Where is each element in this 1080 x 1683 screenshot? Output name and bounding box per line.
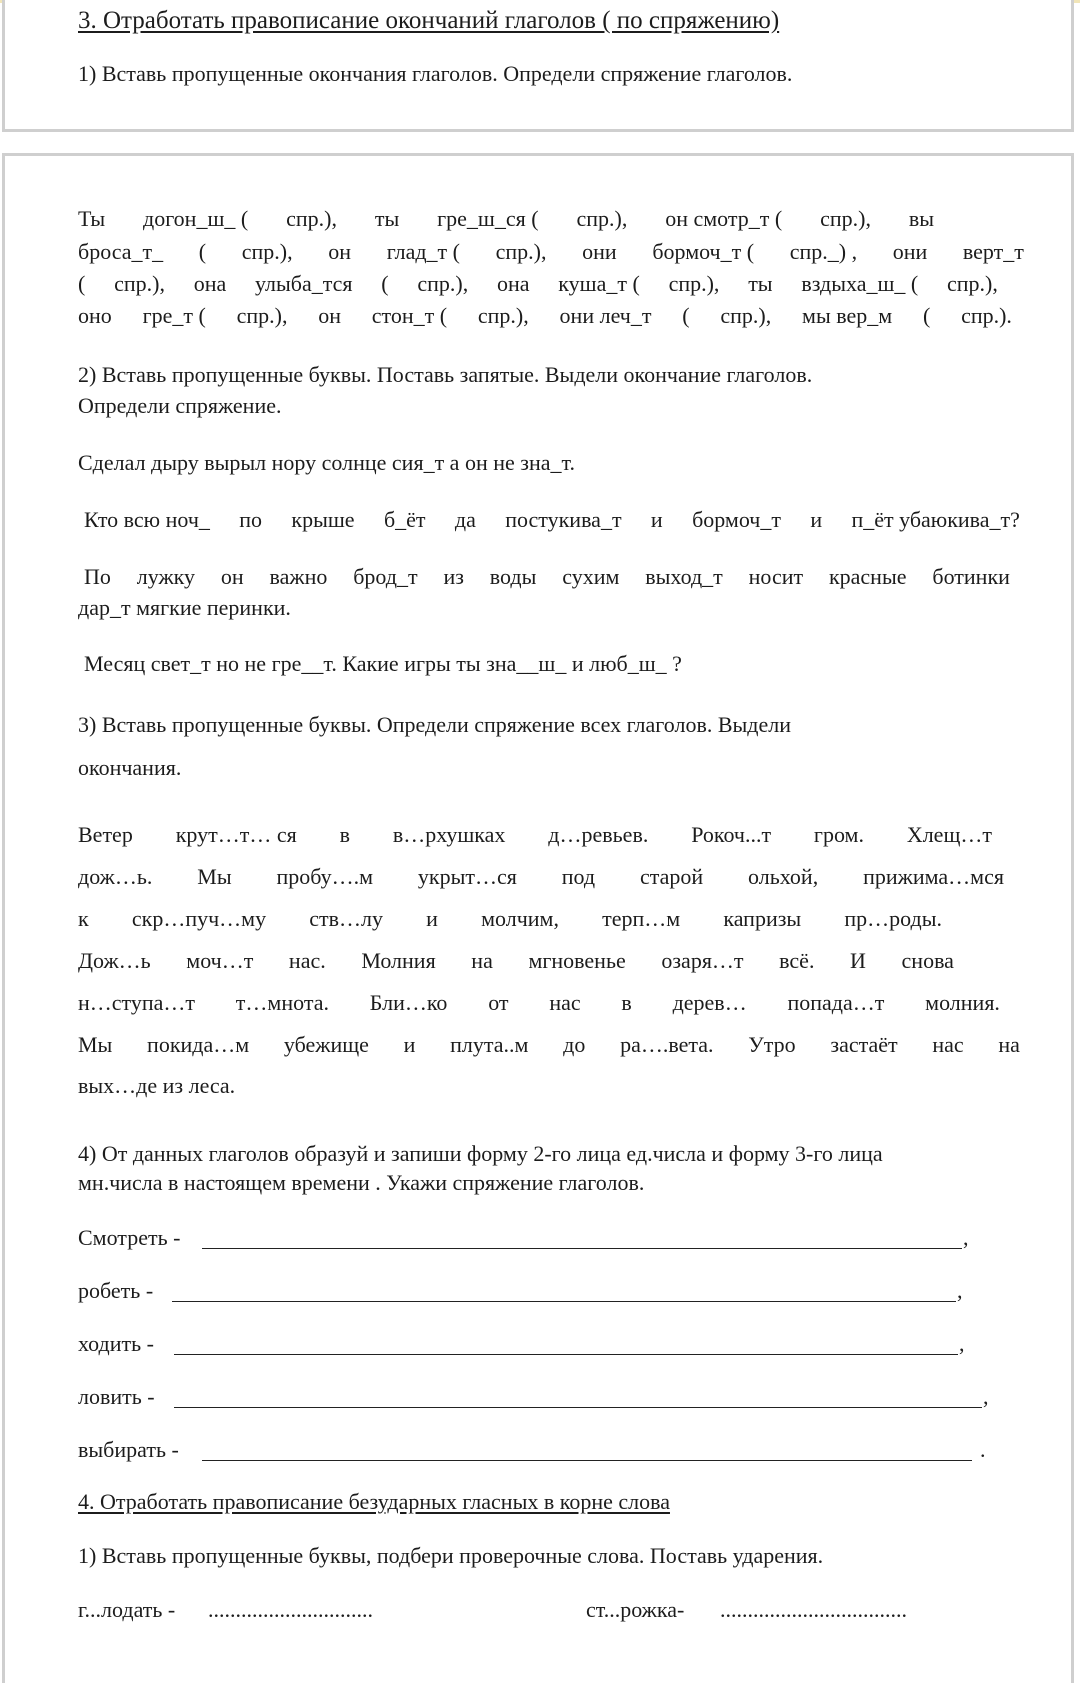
task3-line (78, 947, 954, 975)
task3-word: под (561, 864, 596, 889)
task1-word: ( (682, 303, 690, 328)
task3-heading-line2: окончания. (78, 755, 182, 780)
task1-word: вздыха_ш_ ( (801, 271, 919, 296)
task3-word: застаёт (830, 1032, 898, 1057)
task3-word: И (850, 948, 866, 973)
task3-word: Мы (78, 1032, 113, 1057)
task1-word: оно (78, 303, 112, 328)
task1-line (78, 302, 1012, 330)
task1-word: она (193, 271, 227, 296)
sentence-word: постукива_т (505, 507, 622, 532)
sentence-word: он (220, 564, 244, 589)
task1-word: спр._) , (789, 239, 858, 264)
task1-line (78, 205, 934, 233)
task1-word: спр.), (286, 206, 337, 231)
task1-word: спр.), (668, 271, 720, 296)
verb-label: ходить - (78, 1331, 154, 1356)
sentence-word: сухим (562, 564, 620, 589)
verb-line-end: , (957, 1278, 963, 1303)
task1-word: спр.), (495, 239, 547, 264)
verb-line-end: , (959, 1331, 965, 1356)
task3-word: Хлещ…т (906, 822, 992, 847)
task3-word: мгновенье (528, 948, 626, 973)
task1-word: спр.). (961, 303, 1012, 328)
task1-line (78, 270, 998, 298)
answer-blank-line[interactable] (174, 1354, 958, 1355)
task3-word: нас (932, 1032, 964, 1057)
answer-blank-line[interactable] (202, 1460, 972, 1461)
task1-word: броса_т_ (78, 239, 164, 264)
task1-word: они (892, 239, 928, 264)
task3-word: молчим, (481, 906, 559, 931)
task1-word: спр.), (477, 303, 529, 328)
task2-sentence-2 (84, 506, 1020, 534)
answer-blank-line[interactable] (174, 1407, 982, 1408)
task3-word: пр…роды. (844, 906, 942, 931)
task4-heading-line2: мн.числа в настоящем времени . Укажи спряжение глаголов. (78, 1170, 645, 1195)
task1-word: спр.), (576, 206, 628, 231)
sentence-word: и (810, 507, 823, 532)
sentence-word: воды (489, 564, 537, 589)
sentence-word: ботинки (932, 564, 1010, 589)
verb-line-end: . (980, 1437, 986, 1462)
task3-line (78, 989, 1000, 1017)
task3-word: скр…пуч…му (131, 906, 267, 931)
task3-word: ольхой, (748, 864, 819, 889)
task1-word: куша_т ( (558, 271, 640, 296)
task3-word: д…ревьев. (548, 822, 649, 847)
task3-word: ств…лу (309, 906, 383, 931)
task3-word: капризы (723, 906, 802, 931)
sentence-word: лужку (136, 564, 196, 589)
section4-title: 4. Отработать правописание безударных гласных в корне слова (78, 1489, 670, 1514)
task2-heading-line2: Определи спряжение. (78, 393, 282, 418)
sentence-word: выход_т (645, 564, 723, 589)
task3-word: ра….вета. (620, 1032, 714, 1057)
task3-word: Молния (361, 948, 436, 973)
task1-word: он (318, 303, 342, 328)
task1-word: бормоч_т ( (652, 239, 755, 264)
sentence-word: п_ёт убаюкива_т? (851, 507, 1020, 532)
task1-word: спр.), (417, 271, 469, 296)
verb-line-end: , (963, 1225, 969, 1250)
task3-word: Дож…ь (78, 948, 151, 973)
task1-word: ты (374, 206, 400, 231)
task3-word: дерев… (672, 990, 747, 1015)
task1-word: спр.), (947, 271, 998, 296)
task3-word: дож…ь. (78, 864, 153, 889)
task1-word: он (328, 239, 352, 264)
task3-word: от (488, 990, 509, 1015)
sentence-word: б_ёт (383, 507, 426, 532)
task3-word: терп…м (602, 906, 681, 931)
task3-word: Бли…ко (369, 990, 448, 1015)
verb-label: Смотреть - (78, 1225, 181, 1250)
task1-word: мы вер_м (802, 303, 893, 328)
sentence-word: носит (748, 564, 804, 589)
task2-sentence-4: Месяц свет_т но не гре__т. Какие игры ты зна__ш_ и люб_ш_ ? (84, 651, 682, 676)
task1-word: спр.), (241, 239, 293, 264)
task3-word: нас. (288, 948, 326, 973)
sentence-word: Кто всю ноч_ (84, 507, 210, 532)
sentence-word: красные (828, 564, 907, 589)
task2-sentence-1: Сделал дыру вырыл нору солнце сия_т а он не зна_т. (78, 450, 575, 475)
task1-word: она (496, 271, 530, 296)
task3-word: снова (901, 948, 954, 973)
sentence-word: брод_т (353, 564, 418, 589)
sentence-word: крыше (291, 507, 355, 532)
task1-word: он смотр_т ( (665, 206, 783, 231)
sentence-word: по (239, 507, 263, 532)
verb-label: выбирать - (78, 1437, 179, 1462)
task1-word: они (582, 239, 617, 264)
task3-word: убежище (283, 1032, 369, 1057)
task3-word: всё. (779, 948, 815, 973)
task1-word: ( (78, 271, 86, 296)
task2-sentence-3 (84, 563, 1010, 591)
task1-word: Ты (78, 206, 106, 231)
task1-heading: 1) Вставь пропущенные окончания глаголов. Определи спряжение глаголов. (78, 61, 793, 86)
task3-last-line: вых…де из леса. (78, 1073, 236, 1098)
task3-word: озаря…т (661, 948, 744, 973)
task3-heading-line1: 3) Вставь пропущенные буквы. Определи спряжение всех глаголов. Выдели (78, 712, 792, 737)
word-storozhka: ст...рожка- (586, 1597, 685, 1622)
task3-word: в (621, 990, 632, 1015)
verb-label: ловить - (78, 1384, 155, 1409)
task1-word: спр.), (720, 303, 772, 328)
task3-word: гром. (813, 822, 864, 847)
answer-dots-2[interactable]: .................................. (720, 1597, 907, 1622)
task3-word: Мы (197, 864, 232, 889)
task1-word: спр.), (114, 271, 165, 296)
task1-word: стон_т ( (371, 303, 448, 328)
task3-line (78, 863, 1004, 891)
sentence-word: По (84, 564, 111, 589)
task3-word: Ветер (78, 822, 133, 847)
task3-word: молния. (925, 990, 1000, 1015)
task3-word: к (78, 906, 89, 931)
task3-word: старой (639, 864, 704, 889)
answer-blank-line[interactable] (172, 1301, 956, 1302)
task1-word: ( (198, 239, 207, 264)
task1-word: спр.), (820, 206, 871, 231)
answer-blank-line[interactable] (202, 1248, 962, 1249)
task3-word: на (998, 1032, 1020, 1057)
task3-word: моч…т (186, 948, 254, 973)
task3-line (78, 1031, 1020, 1059)
sentence-word: из (443, 564, 464, 589)
task4-heading-line1: 4) От данных глаголов образуй и запиши форму 2-го лица ед.числа и форму 3-го лица (78, 1141, 883, 1166)
task1-word: ( (381, 271, 389, 296)
task3-word: укрыт…ся (417, 864, 517, 889)
task3-word: плута..м (450, 1032, 529, 1057)
task1-word: вы (908, 206, 934, 231)
task2-sentence-3-end: дар_т мягкие перинки. (78, 595, 291, 620)
task3-word: попада…т (787, 990, 885, 1015)
task3-word: т…мнота. (235, 990, 329, 1015)
task3-word: нас (549, 990, 581, 1015)
task3-word: в (339, 822, 350, 847)
task1-word: глад_т ( (386, 239, 460, 264)
task1-word: гре_т ( (142, 303, 206, 328)
task3-word: Утро (748, 1032, 796, 1057)
task3-word: на (471, 948, 493, 973)
task1-word: они леч_т (559, 303, 652, 328)
task3-line (78, 821, 992, 849)
task3-line (78, 905, 942, 933)
task1-word: ( (922, 303, 931, 328)
task1-word: ты (748, 271, 773, 296)
task1-word: улыба_тся (255, 271, 353, 296)
task3-word: Рокоч...т (691, 822, 772, 847)
task3-word: и (403, 1032, 416, 1057)
word-golodat: г...лодать - (78, 1597, 176, 1622)
task1-word: догон_ш_ ( (143, 206, 249, 231)
sentence-word: да (454, 507, 476, 532)
task3-word: покида…м (147, 1032, 250, 1057)
sentence-word: важно (269, 564, 328, 589)
task1-line (78, 238, 1024, 266)
task3-word: в…рхушках (392, 822, 506, 847)
task3-word: крут…т… ся (175, 822, 297, 847)
task1-word: гре_ш_ся ( (437, 206, 539, 231)
task3-word: прижима…мся (863, 864, 1004, 889)
task3-word: пробу….м (276, 864, 374, 889)
task1-word: спр.), (236, 303, 288, 328)
verb-line-end: , (983, 1384, 989, 1409)
task3-word: до (563, 1032, 586, 1057)
task1-word: верт_т (962, 239, 1024, 264)
answer-dots-1[interactable]: .............................. (208, 1597, 373, 1622)
section4-task1: 1) Вставь пропущенные буквы, подбери проверочные слова. Поставь ударения. (78, 1543, 824, 1568)
sentence-word: бормоч_т (692, 507, 781, 532)
task2-heading-line1: 2) Вставь пропущенные буквы. Поставь запятые. Выдели окончание глаголов. (78, 362, 813, 387)
verb-label: робеть - (78, 1278, 154, 1303)
sentence-word: и (650, 507, 663, 532)
task3-word: и (426, 906, 438, 931)
section3-title: 3. Отработать правописание окончаний глаголов ( по спряжению) (78, 7, 780, 34)
task3-word: н…ступа…т (78, 990, 196, 1015)
